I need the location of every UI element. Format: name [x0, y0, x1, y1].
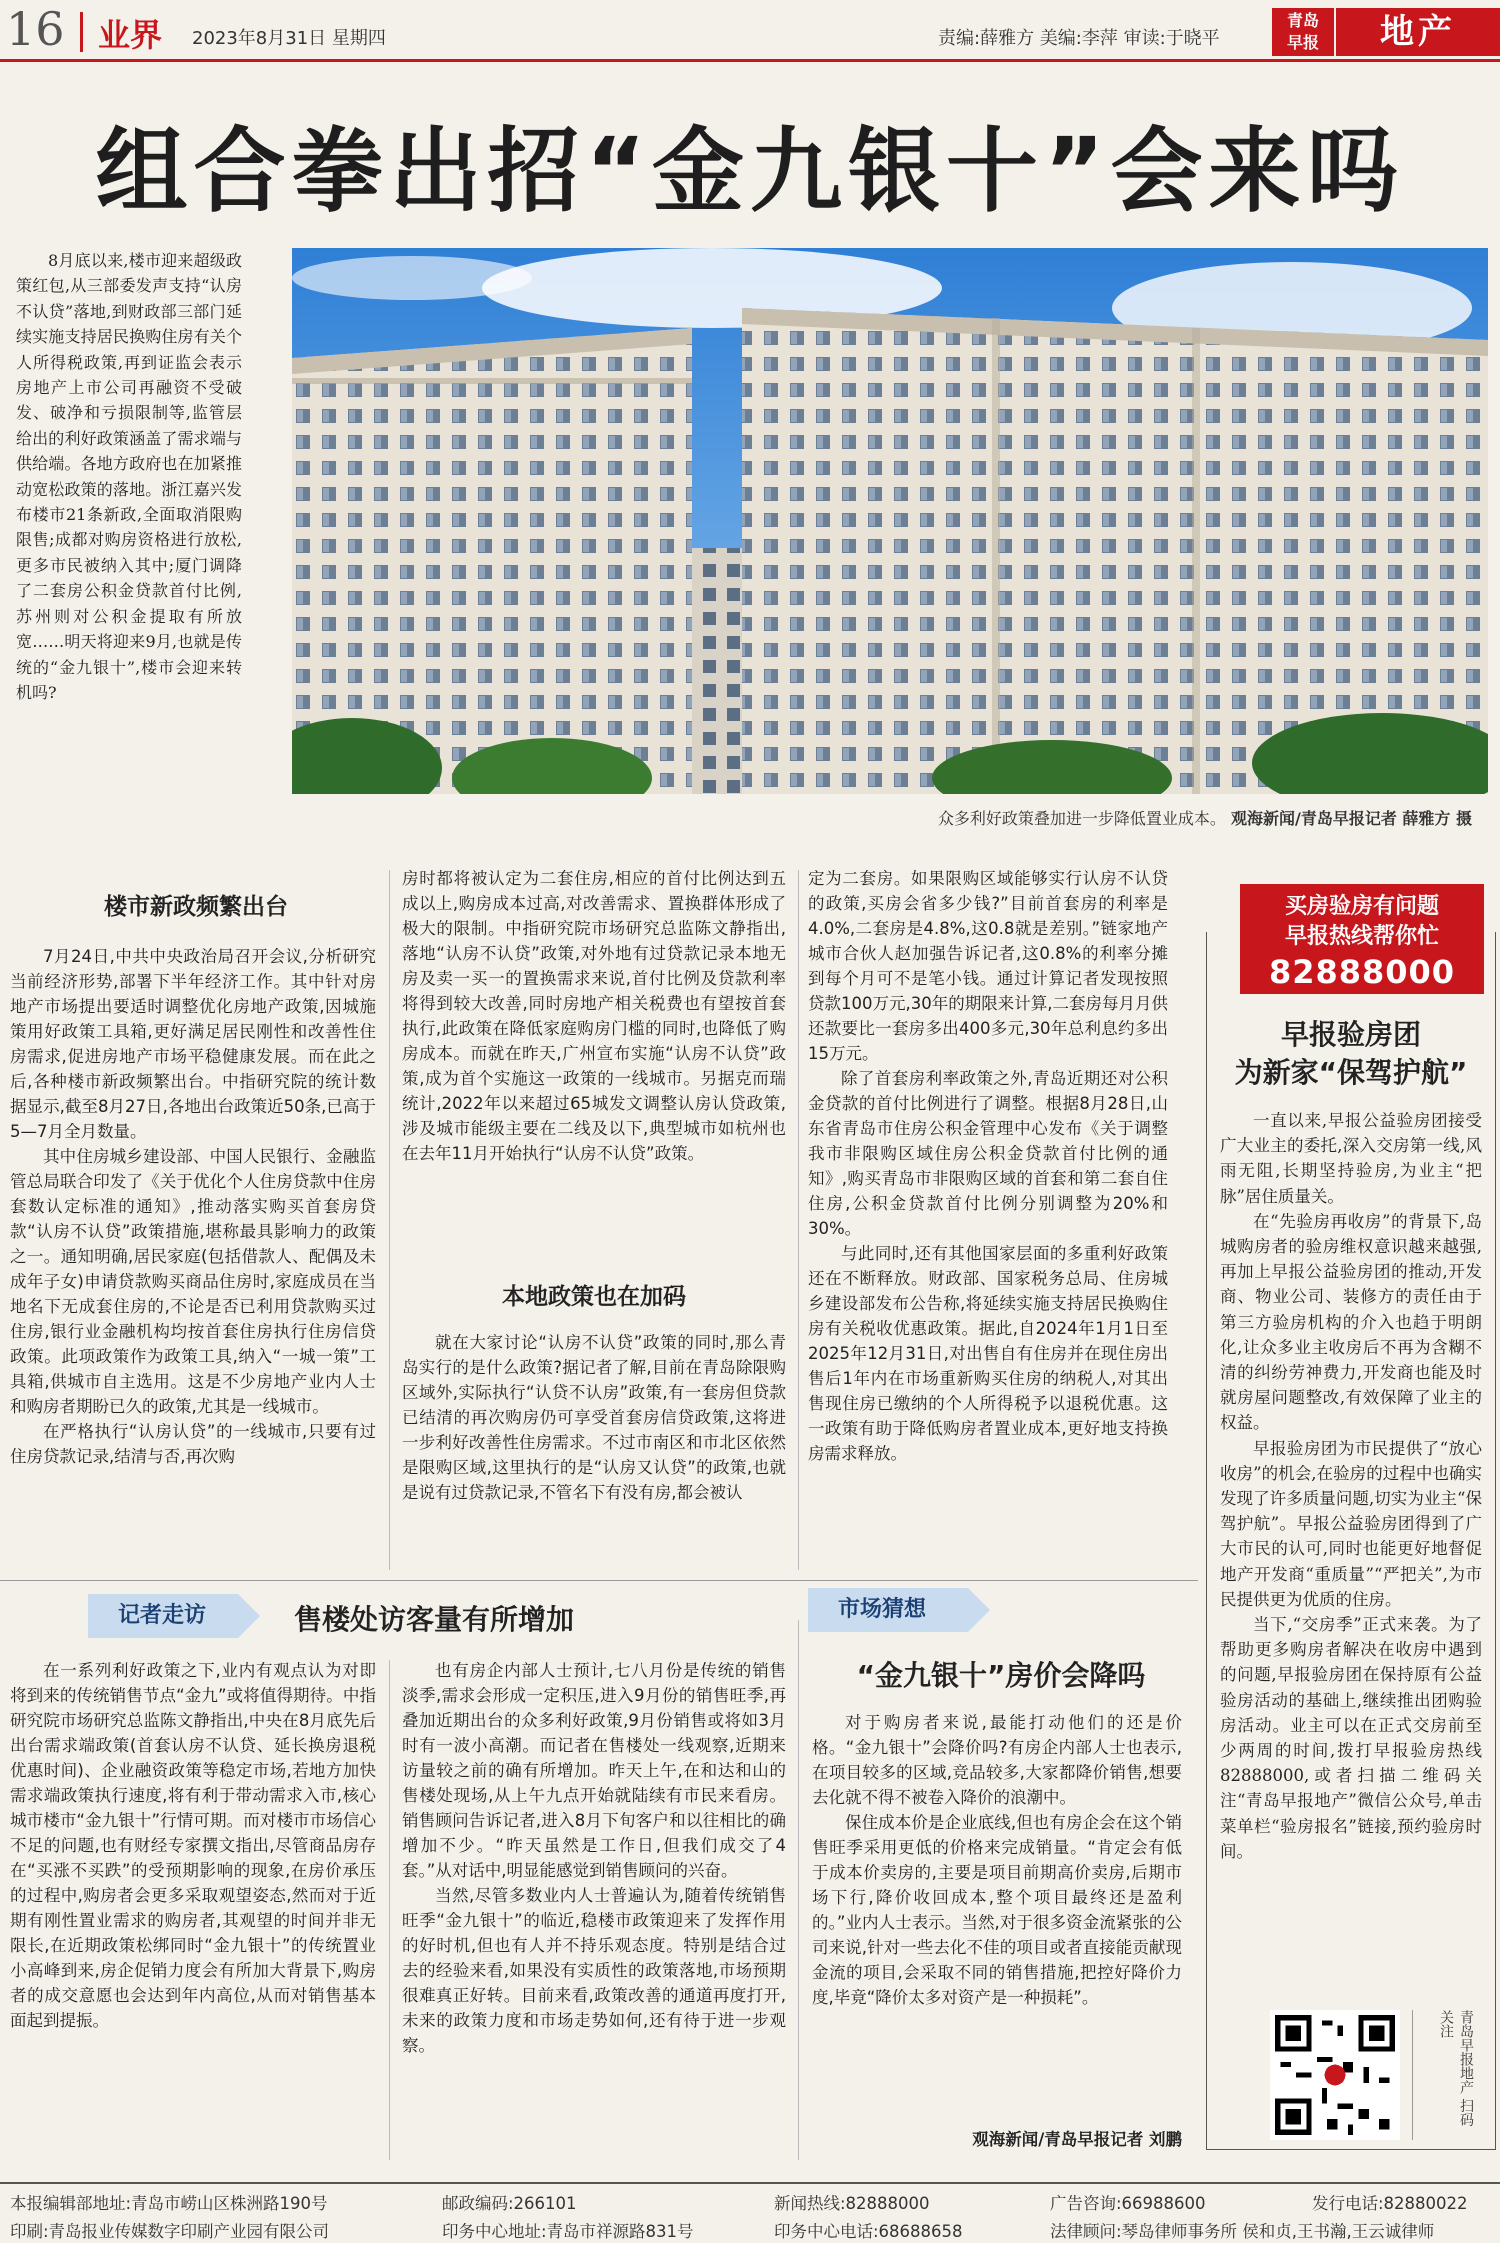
header-divider	[80, 12, 83, 52]
subheading-local-policy: 本地政策也在加码	[502, 1284, 686, 1310]
article-paragraph: 与此同时,还有其他国家层面的多重利好政策还在不断释放。财政部、国家税务总局、住房城乡建设部发布公告称,将延续实施支持居民换购住房有关税收优惠政策。据此,自2024年1月1日至2025年12月31日,对出售自有住房并在现住房出售后1年内在市场重新购买住房的纳税人,对其出售现住房已缴纳的个人所得税予以退税优惠。这一政策有助于降低购房者置业成本,更好地支持换房需求释放。	[808, 1244, 1168, 1463]
article-paragraph: 在严格执行“认房认贷”的一线城市,只要有过住房贷款记录,结清与否,再次购	[10, 1422, 376, 1466]
footer-distribution: 发行电话:82880022	[1312, 2194, 1468, 2213]
hotline-banner	[1240, 884, 1484, 994]
column-rule	[389, 1660, 390, 2160]
photo-caption	[292, 806, 1472, 829]
section1-column1	[10, 944, 376, 1576]
section2-column2	[402, 1330, 786, 1576]
article-paragraph: 对于购房者来说,最能打动他们的还是价格。“金九银十”会降价吗?有房企内部人士也表示,在项目较多的区域,竞品较多,大家都降价销售,想要去化就不得不被卷入降价的浪潮中。	[812, 1713, 1182, 1807]
sidebar-title-line2: 为新家“保驾护航”	[1234, 1056, 1468, 1089]
footer-news-hotline: 新闻热线:82888000	[774, 2194, 930, 2213]
heading-sales-office-visitors: 售楼处访客量有所增加	[294, 1603, 575, 1636]
building-photo	[292, 248, 1488, 794]
caption-text: 众多利好政策叠加进一步降低置业成本。	[937, 809, 1226, 828]
section4-column	[812, 1710, 1182, 2126]
article-paragraph: 也有房企内部人士预计,七八月份是传统的销售淡季,需求会形成一定积压,进入9月份的销售旺季,再叠加近期出台的众多利好政策,9月份销售或将如3月时有一波小高潮。而记者在售楼处一线观察,近期来访量较之前的确有所增加。昨天上午,在和达和山的售楼处现场,从上午九点开始就陆续有市民来看房。销售顾问告诉记者,进入8月下旬客户和以往相比的确增加不少。“昨天虽然是工作日,但我们成交了4套。”从对话中,明显能感觉到销售顾问的兴奋。	[402, 1661, 786, 1880]
hotline-line1: 买房验房有问题	[1284, 894, 1439, 919]
article-byline: 观海新闻/青岛早报记者 刘鹏	[972, 2130, 1182, 2149]
article-paragraph: 其中住房城乡建设部、中国人民银行、金融监管总局联合印发了《关于优化个人住房贷款中住房套数认定标准的通知》,推动落实购买首套房贷款“认房不认贷”政策措施,堪称最具影响力的政策之一。通知明确,居民家庭(包括借款人、配偶及未成年子女)申请贷款购买商品住房时,家庭成员在当地名下无成套住房的,不论是否已利用贷款购买过住房,银行业金融机构均按首套住房执行住房信贷政策。此项政策作为政策工具,纳入“一城一策”工具箱,供城市自主选用。这是不少房地产业内人士和购房者期盼已久的政策,尤其是一线城市。	[10, 1147, 376, 1416]
footer-printer: 印刷:青岛报业传媒数字印刷产业园有限公司	[10, 2222, 330, 2241]
tag-market-guess: 市场猜想	[808, 1588, 968, 1632]
caption-credit: 观海新闻/青岛早报记者 薛雅方 摄	[1231, 809, 1472, 828]
column-rule	[798, 870, 799, 1570]
subheading-new-policies: 楼市新政频繁出台	[104, 894, 288, 920]
sidebar-paragraph: 当下,“交房季”正式来袭。为了帮助更多购房者解决在收房中遇到的问题,早报验房团在保持原有公益验房活动的基础上,继续推出团购验房活动。业主可以在正式交房前至少两周的时间,拨打早报验房热线82888000,或者扫描二维码关注“青岛早报地产”微信公众号,单击菜单栏“验房报名”链接,预约验房时间。	[1220, 1615, 1482, 1861]
sidebar-title	[1210, 1016, 1492, 1092]
hotline-number: 82888000	[1268, 953, 1456, 991]
page-header	[0, 0, 1500, 62]
section1-column2	[402, 866, 786, 1266]
sidebar-body	[1220, 1108, 1482, 1864]
sidebar-title-line1: 早报验房团	[1280, 1018, 1421, 1051]
page-headline: 组合拳出招“金九银十”会来吗	[95, 118, 1405, 225]
article-paragraph: 当然,尽管多数业内人士普遍认为,随着传统销售旺季“金九银十”的临近,稳楼市政策迎来了发挥作用的好时机,但也有人并不持乐观态度。特别是结合过去的经验来看,如果没有实质性的政策落地,市场预期很难真正好转。目前来看,政策改善的通道再度打开,未来的政策力度和市场走势如何,还有待于进一步观察。	[402, 1886, 786, 2055]
article-paragraph: 除了首套房利率政策之外,青岛近期还对公积金贷款的首付比例进行了调整。根据8月28日,山东省青岛市住房公积金管理中心发布《关于调整我市非限购区域住房公积金贷款首付比例的通知》,购买青岛市非限购区域的首套和第二套自住住房,公积金贷款首付比例分别调整为20%和30%。	[808, 1069, 1168, 1238]
page-footer	[0, 2182, 1500, 2243]
sidebar-paragraph: 在“先验房再收房”的背景下,岛城购房者的验房维权意识越来越强,再加上早报公益验房团的推动,开发商、物业公司、装修方的责任由于第三方验房机构的介入也趋于明朗化,让众多业主收房后不再为含糊不清的纠纷劳神费力,开发商也能及时就房屋问题整改,有效保障了业主的权益。	[1220, 1211, 1482, 1433]
editors-credit: 责编:薛雅方 美编:李萍 审读:于晓平	[938, 28, 1220, 49]
footer-ad-contact: 广告咨询:66988600	[1050, 2194, 1206, 2213]
section-name: 业界	[98, 16, 163, 54]
article-paragraph: 7月24日,中共中央政治局召开会议,分析研究当前经济形势,部署下半年经济工作。其中针对房地产市场提出要适时调整优化房地产政策,因城施策用好政策工具箱,更好满足居民刚性和改善性住房需求,促进房地产市场平稳健康发展。而在此之后,各种楼市新政频繁出台。中指研究院的统计数据显示,截至8月27日,各地出台政策近50条,已高于5—7月全月数量。	[10, 947, 376, 1141]
issue-date: 2023年8月31日 星期四	[192, 28, 386, 49]
sidebar-paragraph: 早报验房团为市民提供了“放心收房”的机会,在验房的过程中也确实发现了许多质量问题,切实为业主“保驾护航”。早报公益验房团得到了广大市民的认可,同时也能更好地督促地产开发商“重质量”“严把关”,为市民提供更为优质的住房。	[1220, 1438, 1482, 1609]
tag-reporter-visit: 记者走访	[88, 1594, 238, 1638]
article-paragraph: 房时都将被认定为二套住房,相应的首付比例达到五成以上,购房成本过高,对改善需求、置换群体形成了极大的限制。中指研究院市场研究总监陈文静指出,落地“认房不认贷”政策,对外地有过贷款记录本地无房及卖一买一的置换需求来说,首付比例及贷款利率将得到较大改善,同时房地产相关税费也有望按首套执行,此政策在降低家庭购房门槛的同时,也降低了购房成本。而就在昨天,广州宣布实施“认房不认贷”政策,成为首个实施这一政策的一线城市。另据克而瑞统计,2022年以来超过65城发文调整认房认贷政策,涉及城市能级主要在二线及以下,典型城市如杭州也在去年11月开始执行“认房不认贷”政策。	[402, 869, 786, 1163]
newspaper-logo: 青岛 早报	[1272, 8, 1334, 56]
column-rule	[389, 870, 390, 1570]
section3-column2	[402, 1658, 786, 2158]
footer-address: 本报编辑部地址:青岛市崂山区株洲路190号	[10, 2194, 328, 2213]
qr-note: 青岛早报地产 扫码关注	[1412, 2010, 1476, 2140]
article-paragraph: 就在大家讨论“认房不认贷”政策的同时,那么青岛实行的是什么政策?据记者了解,目前在青岛除限购区域外,实际执行“认贷不认房”政策,有一套房但贷款已结清的再次购房仍可享受首套房信贷政策,这将进一步利好改善性住房需求。不过市南区和市北区依然是限购区域,这里执行的是“认房又认贷”的政策,也就是说有过贷款记录,不管名下有没有房,都会被认	[402, 1333, 786, 1502]
section-rule	[0, 1580, 1198, 1581]
column-rule	[798, 1620, 799, 2160]
footer-print-phone: 印务中心电话:68688658	[774, 2222, 963, 2241]
edition-label: 地产	[1336, 8, 1500, 56]
qr-code[interactable]	[1270, 2010, 1400, 2140]
article-paragraph: 保住成本价是企业底线,但也有房企会在这个销售旺季采用更低的价格来完成销量。“肯定会有低于成本价卖房的,主要是项目前期高价卖房,后期市场下行,降价收回成本,整个项目最终还是盈利的。”业内人士表示。当然,对于很多资金流紧张的公司来说,针对一些去化不佳的项目或者直接能贡献现金流的项目,会采取不同的销售措施,把控好降价力度,毕竟“降价太多对资产是一种损耗”。	[812, 1813, 1182, 2007]
section3-column1	[10, 1658, 376, 2158]
heading-price-drop: “金九银十”房价会降吗	[856, 1659, 1146, 1692]
lead-paragraph: 8月底以来,楼市迎来超级政策红包,从三部委发声支持“认房不认贷”落地,到财政部三部门延续实施支持居民换购住房有关个人所得税政策,再到证监会表示房地产上市公司再融资不受破发、破净和亏损限制等,监管层给出的利好政策涵盖了需求端与供给端。各地方政府也在加紧推动宽松政策的落地。浙江嘉兴发布楼市21条新政,全面取消限购限售;成都对购房资格进行放松,更多市民被纳入其中;厦门调降了二套房公积金贷款首付比例,苏州则对公积金提取有所放宽……明天将迎来9月,也就是传统的“金九银十”,楼市会迎来转机吗?	[16, 251, 242, 702]
article-paragraph: 在一系列利好政策之下,业内有观点认为对即将到来的传统销售节点“金九”或将值得期待。中指研究院市场研究总监陈文静指出,中央在8月底先后出台需求端政策(首套认房不认贷、延长换房退税优惠时间)、企业融资政策等稳定市场,若地方加快需求端政策执行速度,将有利于带动需求入市,核心城市楼市“金九银十”行情可期。而对楼市市场信心不足的问题,也有财经专家撰文指出,尽管商品房存在“买涨不买跌”的受预期影响的现象,在房价承压的过程中,购房者会更多采取观望姿态,然而对于近期有刚性置业需求的购房者,其观望的时间并非无限长,在近期政策松绑同时“金九银十”的传统置业小高峰到来,房企促销力度会有所加大背景下,购房者的成交意愿也会达到年内高位,从而对销售基本面起到提振。	[10, 1661, 376, 2030]
footer-print-address: 印务中心地址:青岛市祥源路831号	[442, 2222, 694, 2241]
page-number: 16	[6, 2, 65, 56]
footer-postcode: 邮政编码:266101	[442, 2194, 577, 2213]
section2-column3	[808, 866, 1168, 1576]
footer-legal-advisor: 法律顾问:琴岛律师事务所 侯和贞,王书瀚,王云诚律师	[1050, 2222, 1435, 2241]
sidebar-paragraph: 一直以来,早报公益验房团接受广大业主的委托,深入交房第一线,风雨无阻,长期坚持验房,为业主“把脉”居住质量关。	[1220, 1111, 1482, 1206]
article-paragraph: 定为二套房。如果限购区域能够实行认房不认贷的政策,买房会省多少钱?”目前首套房的利率是4.0%,二套房是4.8%,这0.8就是差别。”链家地产城市合伙人赵加强告诉记者,这0.8%的利率分摊到每个月可不是笔小钱。通过计算记者发现按照贷款100万元,30年的期限来计算,二套房每月月供还款要比一套房多出400多元,30年总利息约多出15万元。	[808, 869, 1168, 1063]
hotline-line2: 早报热线帮你忙	[1284, 924, 1439, 949]
